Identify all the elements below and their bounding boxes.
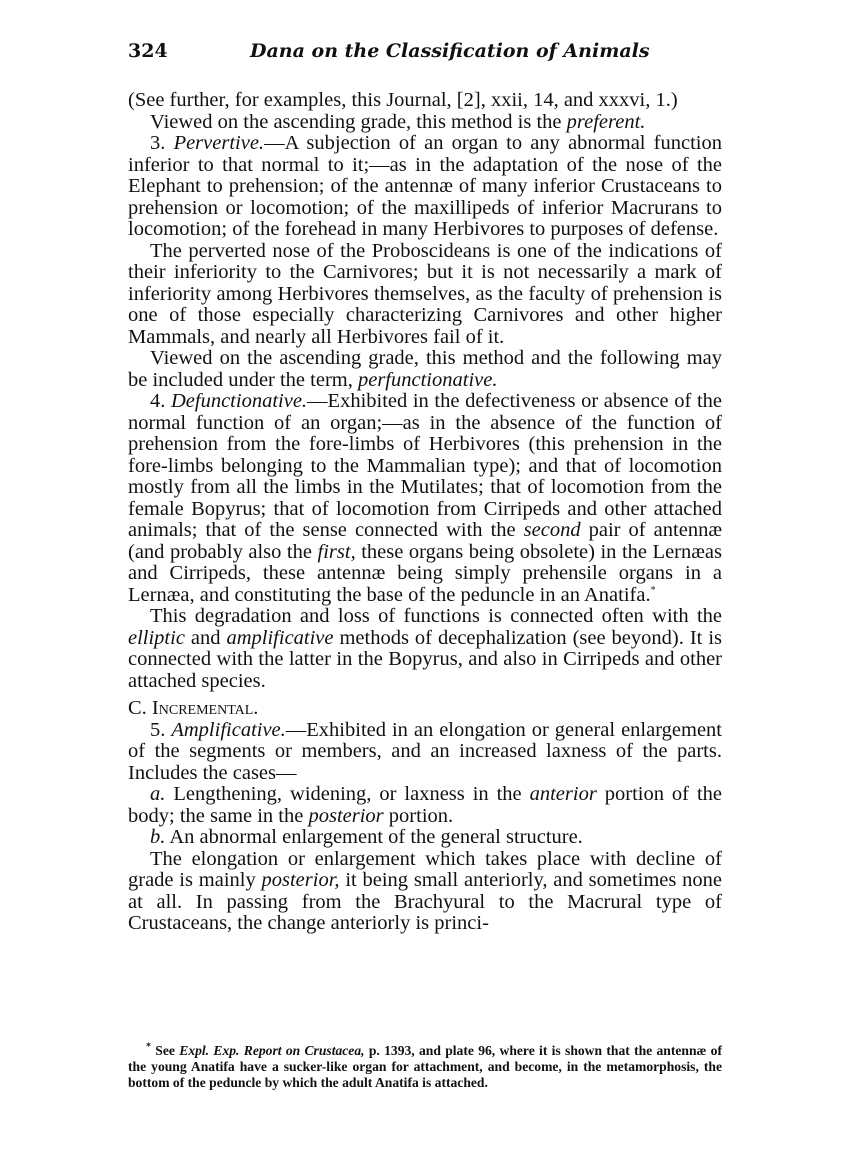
footnote-1 [128, 1043, 722, 1091]
footnote-marker: * [650, 584, 656, 596]
italic-text: Pervertive. [173, 132, 265, 154]
text-run: —Exhibited in an elongation or general enlargement of the segments or members, and an increased laxness of the parts. Includes the cases— [128, 718, 723, 784]
text-run: The perverted nose of the Proboscideans is one of the indications of their inferiority to the Carnivores; but it is not necessarily a mark of inferiority among Herbivores themselves, as the faculty of prehension is one of those especially characterizing Carnivores and other higher Mammals, and nearly all Herbivores fail of it. [128, 239, 722, 348]
text-run: The elongation or enlargement which takes place with decline of grade is mainly [128, 847, 722, 891]
text-run: (See further, for examples, this Journal, [2], xxii, 14, and xxxvi, 1.) [128, 89, 678, 111]
italic-text: b. [150, 826, 166, 848]
text-run: methods of decephalization (see beyond). It is connected with the latter in the Bopyrus, and also in Cirripeds and other attached species. [128, 626, 722, 692]
italic-text: anterior [529, 783, 597, 805]
text-run: 3. [150, 132, 174, 154]
italic-text: Defunctionative. [170, 390, 308, 412]
text-run: portion of the body; the same in the [128, 783, 723, 827]
italic-text: perfunctionative. [357, 368, 498, 391]
text-run: Lengthening, widening, or laxness in the [165, 783, 530, 805]
text-run: it being small anteriorly, and sometimes none at all. In passing from the Brachyural to the Macrural type of Crustaceans, the change anteriorly is princi- [128, 869, 722, 934]
text-run: This degradation and loss of functions is connected often with the [150, 605, 722, 627]
paragraph-3 [128, 133, 722, 241]
running-header [128, 40, 728, 70]
paragraph-6 [128, 391, 722, 606]
italic-text: posterior [308, 804, 384, 827]
text-run: Viewed on the ascending grade, this method and the following may be included under the term, [128, 347, 722, 391]
italic-text: a. [150, 783, 166, 805]
paragraph-5 [128, 348, 722, 391]
text-run: portion. [383, 804, 454, 827]
text-run: An abnormal enlargement of the general structure. [165, 826, 583, 848]
paragraph-2 [128, 112, 722, 134]
text-run: Viewed on the ascending grade, this method is the [150, 110, 567, 133]
text-run: 5. [150, 718, 172, 741]
text-run: —Exhibited in the defectiveness or absence of the normal function of an organ;—as in the absence of the function of prehension from the fore-limbs of Herbivores (this prehension in the fore-limbs belonging to the Mammalian type); and that of locomotion mostly from all the limbs in the Mutilates; that of locomotion from the female Bopyrus; that of locomotion from Cirripeds and other attached animals; that of the sense connected with the [128, 390, 722, 541]
italic-text: Expl. Exp. Report on Crustacea, [179, 1043, 365, 1058]
text-run: these organs being obsolete) in the Lernæas and Cirripeds, these antennæ being simply prehensile organs in a Lernæa, and constituting the base of the peduncle in an Anatifa. [128, 540, 723, 606]
page-number: 324 [128, 40, 168, 62]
italic-text: elliptic [128, 626, 185, 649]
footnote-marker: * [146, 1041, 151, 1053]
italic-text: first, [317, 540, 356, 563]
text-run: —A subjection of an organ to any abnormal function inferior to that normal to it;—as in the adaptation of the nose of the Elephant to prehension; of the antennæ of many inferior Crustaceans to prehension or locomotion; of the maxillipeds of inferior Macrurans to locomotion; of the forehead in many Herbivores to purposes of defense. [128, 132, 722, 240]
paragraph-7 [128, 606, 722, 692]
running-title: Dana on the Classification of Animals [250, 40, 650, 62]
paragraph-10 [128, 784, 722, 827]
text-run: C. Incremental. [128, 697, 259, 719]
text-run: p. 1393, and plate 96, where it is shown that the antennæ of the young Anatifa have a sucker-like organ for attachment, and become, in the metamorphosis, the bottom of the peduncle by which the adult Anatifa is attached. [128, 1043, 722, 1090]
body-text [128, 90, 722, 935]
paragraph-4 [128, 241, 722, 349]
text-run: 4. [150, 390, 171, 412]
italic-text: Amplificative. [171, 718, 286, 741]
paragraph-8 [128, 698, 722, 720]
text-run: pair of antennæ (and probably also the [128, 519, 722, 563]
footnotes [128, 1043, 722, 1091]
paragraph-9 [128, 720, 722, 785]
text-run: and [184, 626, 227, 649]
paragraph-1 [128, 90, 722, 112]
italic-text: second [523, 519, 581, 541]
italic-text: posterior, [261, 869, 340, 891]
italic-text: preferent. [566, 110, 646, 133]
paragraph-11 [128, 827, 722, 849]
paragraph-12 [128, 849, 722, 935]
text-run: See [151, 1043, 180, 1058]
italic-text: amplificative [226, 626, 334, 649]
